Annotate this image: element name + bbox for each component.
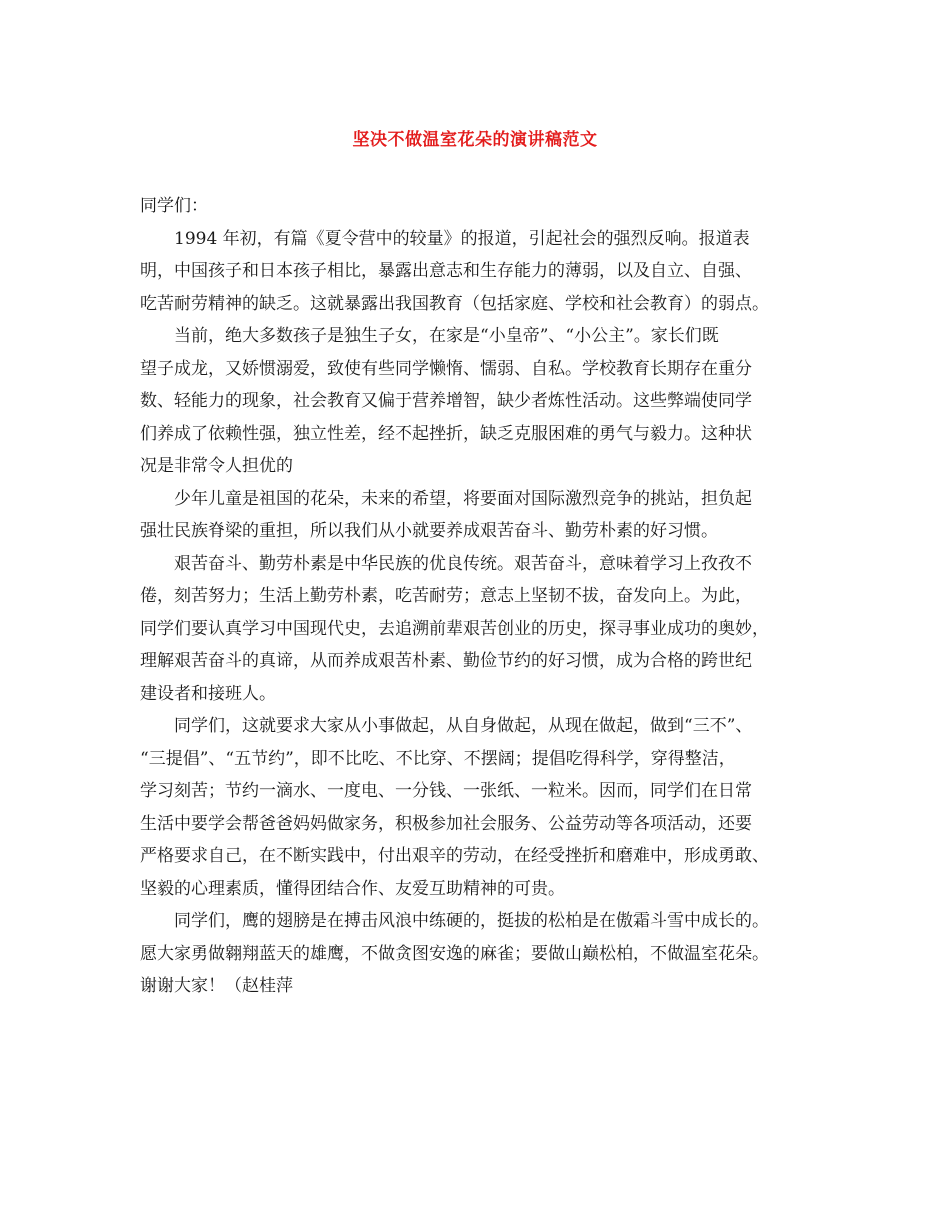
paragraph-line: 学习刻苦；节约一滴水、一度电、一分钱、一张纸、一粒米。因而，同学们在日常 xyxy=(140,781,752,801)
paragraph-line: 同学们要认真学习中国现代史，去追溯前辈艰苦创业的历史，探寻事业成功的奥妙， xyxy=(140,618,769,639)
paragraph-line: 愿大家勇做翱翔蓝天的雄鹰，不做贪图安逸的麻雀；要做山巅松柏，不做温室花朵。 xyxy=(140,943,769,964)
paragraph-line: 严格要求自己，在不断实践中，付出艰辛的劳动，在经受挫折和磨难中，形成勇敢、 xyxy=(140,846,769,866)
paragraph-line: 明，中国孩子和日本孩子相比，暴露出意志和生存能力的薄弱，以及自立、自强、 xyxy=(140,261,752,281)
paragraph-3 xyxy=(140,483,820,548)
paragraph-line: 谢谢大家！（赵桂萍 xyxy=(140,976,293,996)
paragraph-line: 少年儿童是祖国的花朵，未来的希望，将要面对国际激烈竞争的挑站，担负起 xyxy=(174,488,752,509)
paragraph-line: 1994 年初，有篇《夏令营中的较量》的报道，引起社会的强烈反响。报道表 xyxy=(174,228,750,249)
paragraph-2 xyxy=(140,320,820,483)
paragraph-5 xyxy=(140,710,820,905)
document-title: 坚决不做温室花朵的演讲稿范文 xyxy=(352,130,598,150)
paragraph-line: 同学们，这就要求大家从小事做起，从自身做起，从现在做起，做到“三不”、 xyxy=(174,716,753,736)
paragraph-line: 吃苦耐劳精神的缺乏。这就暴露出我国教育（包括家庭、学校和社会教育）的弱点。 xyxy=(140,293,769,314)
paragraph-line: “三提倡”、“五节约”，即不比吃、不比穿、不摆阔；提倡吃得科学，穿得整洁， xyxy=(140,748,736,769)
document-body xyxy=(140,190,820,1003)
paragraph-line: 理解艰苦奋斗的真谛，从而养成艰苦朴素、勤俭节约的好习惯，成为合格的跨世纪 xyxy=(140,651,752,671)
paragraph-line: 况是非常令人担优的 xyxy=(140,456,293,476)
paragraph-1 xyxy=(140,223,820,321)
salutation: 同学们： xyxy=(140,196,208,216)
paragraph-line: 们养成了依赖性强，独立性差，经不起挫折，缺乏克服困难的勇气与毅力。这种状 xyxy=(140,423,752,444)
paragraph-line: 生活中要学会帮爸爸妈妈做家务，积极参加社会服务、公益劳动等各项活动，还要 xyxy=(140,813,752,834)
paragraph-line: 建设者和接班人。 xyxy=(140,683,276,704)
paragraph-line: 当前，绝大多数孩子是独生子女，在家是“小皇帝”、“小公主”。家长们既 xyxy=(174,326,719,346)
paragraph-line: 坚毅的心理素质，懂得团结合作、友爱互助精神的可贵。 xyxy=(140,878,565,899)
paragraph-line: 同学们，鹰的翅膀是在搏击风浪中练硬的，挺拔的松柏是在傲霜斗雪中成长的。 xyxy=(174,911,769,931)
paragraph-line: 数、轻能力的现象，社会教育又偏于营养增智，缺少者炼性活动。这些弊端使同学 xyxy=(140,391,752,411)
paragraph-line: 强壮民族脊梁的重担，所以我们从小就要养成艰苦奋斗、勤劳朴素的好习惯。 xyxy=(140,521,718,541)
paragraph-6 xyxy=(140,905,820,1003)
paragraph-line: 望子成龙，又娇惯溺爱，致使有些同学懒惰、懦弱、自私。学校教育长期存在重分 xyxy=(140,358,752,379)
paragraph-line: 艰苦奋斗、勤劳朴素是中华民族的优良传统。艰苦奋斗，意味着学习上孜孜不 xyxy=(174,553,752,574)
paragraph-4 xyxy=(140,548,820,711)
paragraph-line: 倦，刻苦努力；生活上勤劳朴素，吃苦耐劳；意志上坚韧不拔，奋发向上。为此， xyxy=(140,586,752,606)
